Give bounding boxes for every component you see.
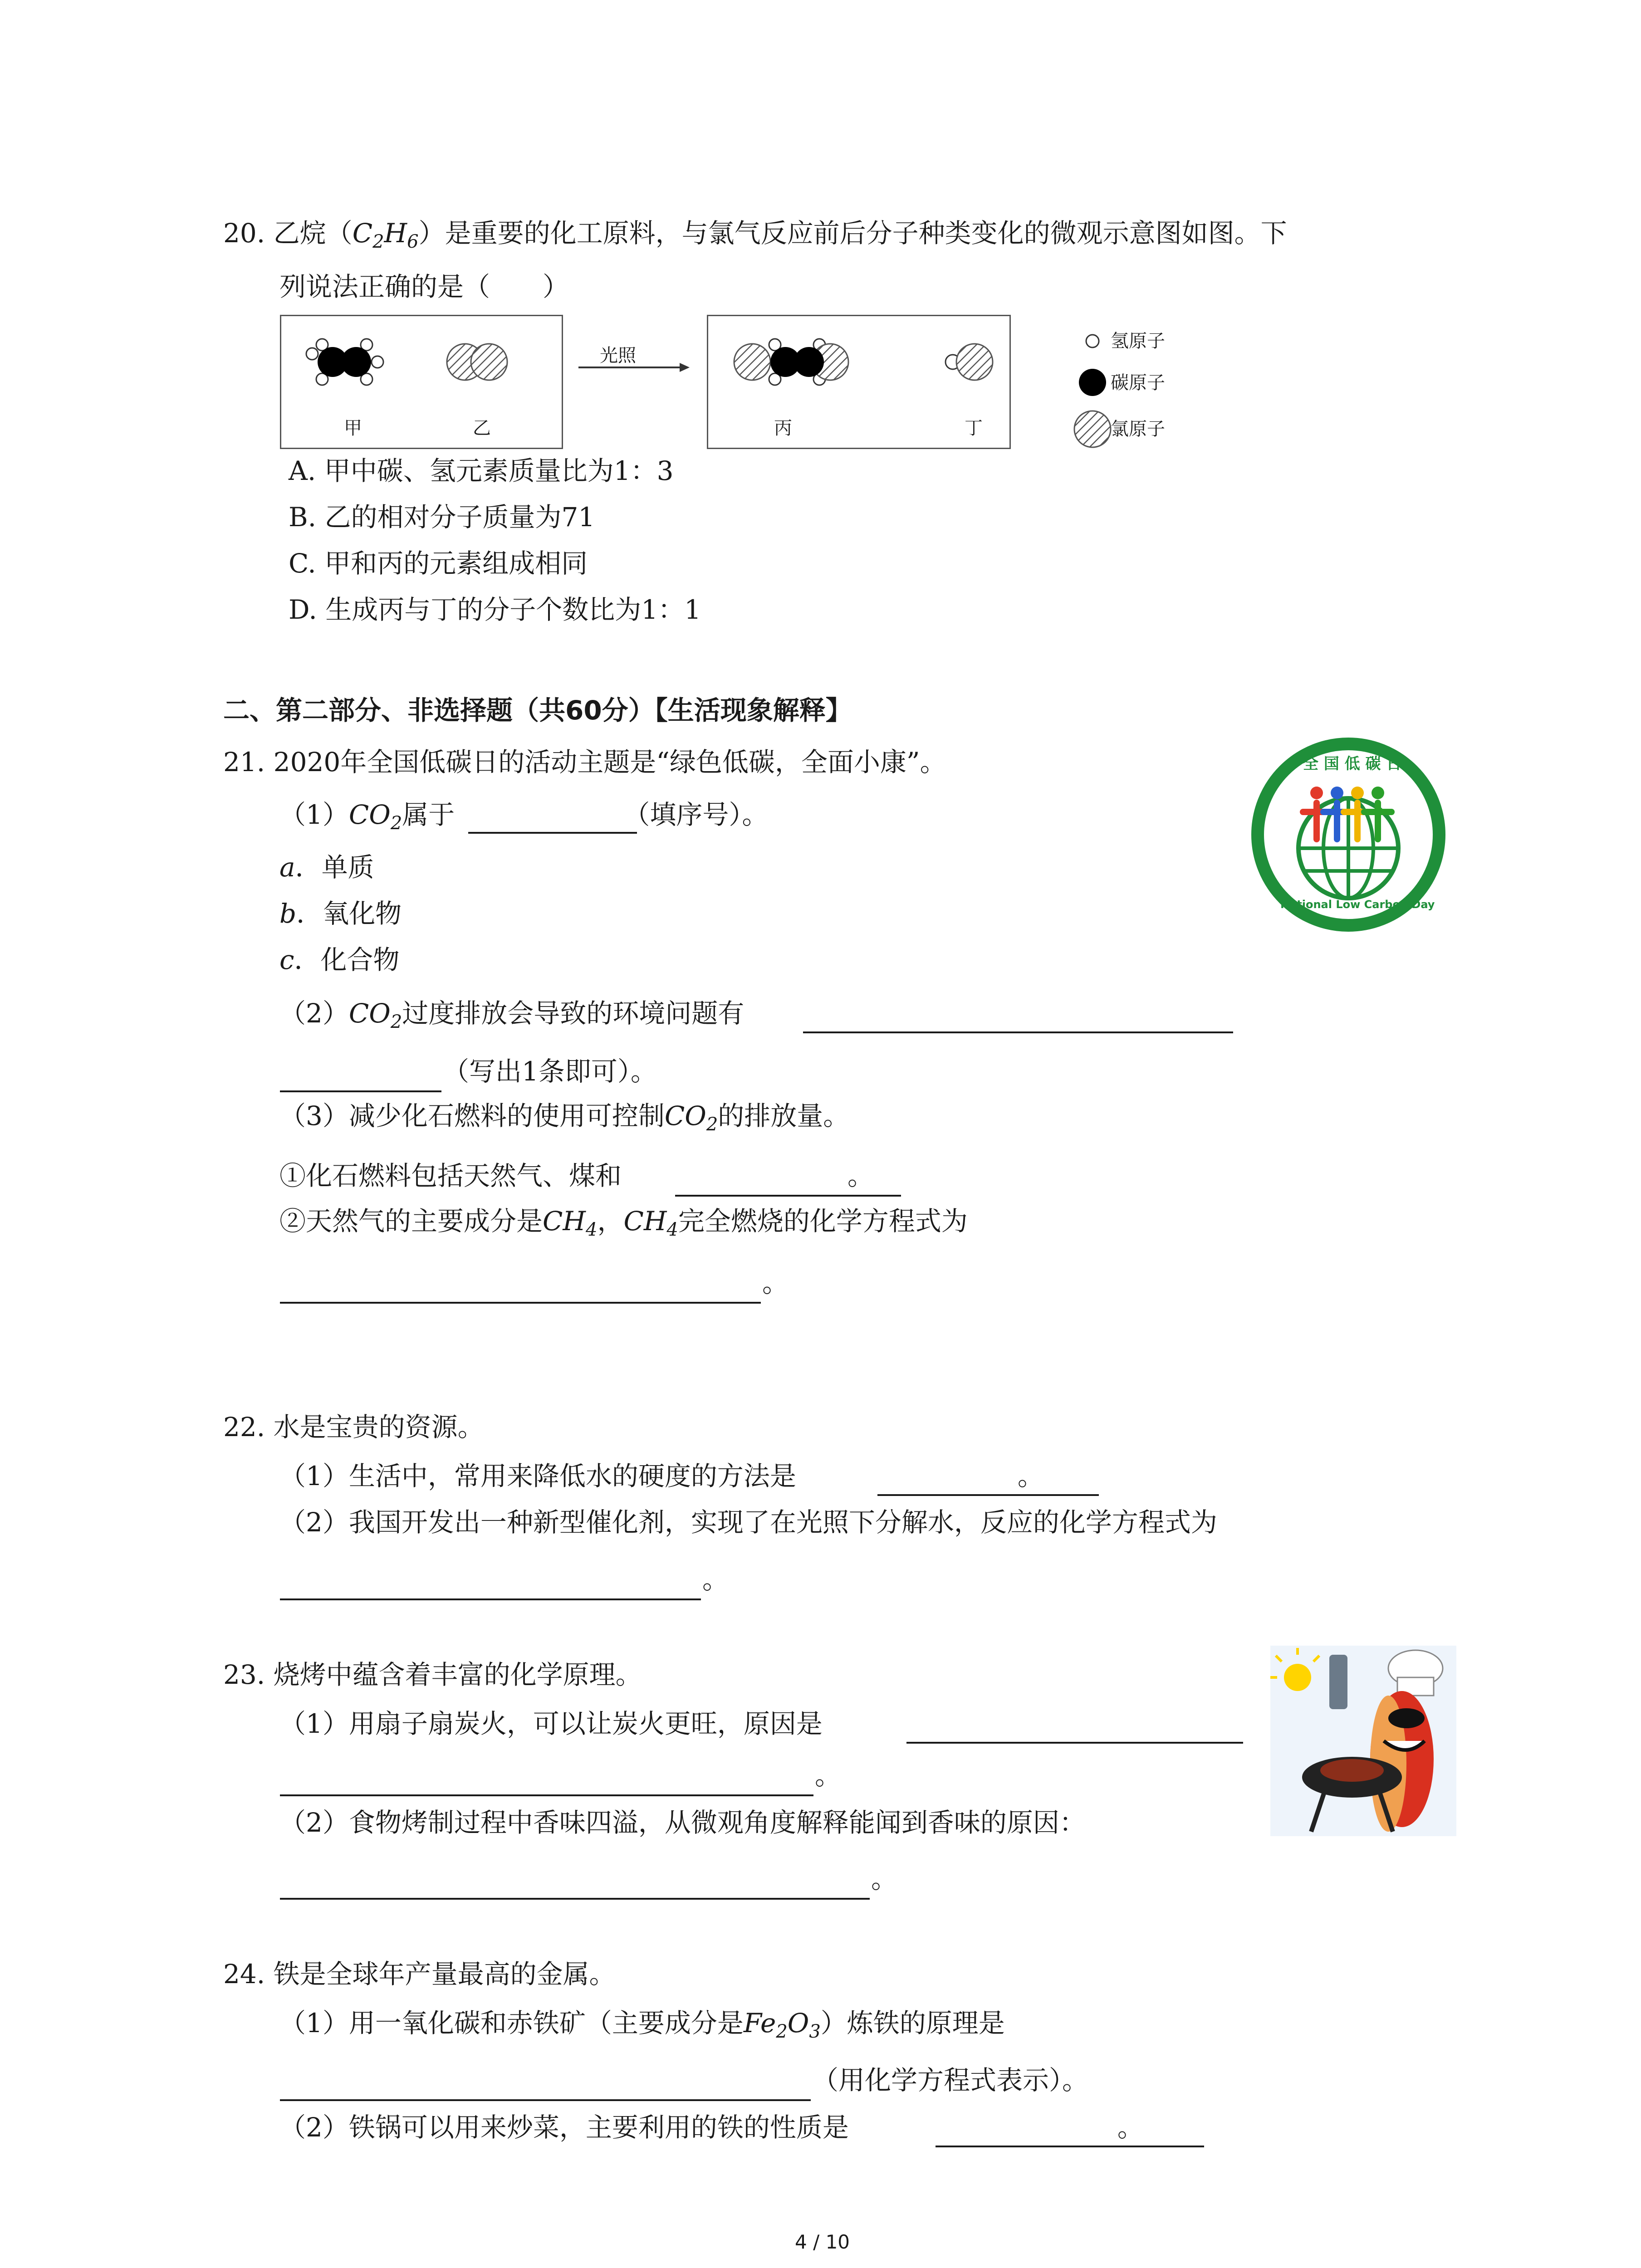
label-yi: 乙 xyxy=(473,418,491,439)
q24-part1: （1）用一氧化碳和赤铁矿（主要成分是$Fe_2O_3$）炼铁的原理是 xyxy=(279,2008,1005,2042)
q22-part2: （2）我国开发出一种新型催化剂，实现了在光照下分解水，反应的化学方程式为 xyxy=(279,1507,1217,1538)
q21-blank-2b[interactable] xyxy=(280,1090,441,1092)
q21-part3: （3）减少化石燃料的使用可控制$CO_2$的排放量。 xyxy=(279,1100,850,1135)
chlorine-molecule xyxy=(447,344,507,380)
q21-part3b: ②天然气的主要成分是$CH_4$，$CH_4$完全燃烧的化学方程式为 xyxy=(279,1206,968,1240)
q20-stem-line2: 列说法正确的是（ ） xyxy=(279,271,569,302)
q23-part2-end: 。 xyxy=(871,1863,898,1894)
q23-part2: （2）食物烤制过程中香味四溢，从微观角度解释能闻到香味的原因： xyxy=(279,1807,1086,1838)
low-carbon-day-logo xyxy=(1249,735,1448,934)
q21-option-b: b．氧化物 xyxy=(279,898,402,929)
q21-part2-line2: （写出1条即可）。 xyxy=(443,1056,657,1087)
arrow-label: 光照 xyxy=(600,345,636,366)
label-jia: 甲 xyxy=(344,418,362,439)
q24-blank-2[interactable] xyxy=(936,2146,1204,2147)
q22-stem: 22. 水是宝贵的资源。 xyxy=(223,1412,484,1442)
q21-stem: 21. 2020年全国低碳日的活动主题是“绿色低碳，全面小康”。 xyxy=(223,747,946,777)
legend-carbon: 碳原子 xyxy=(1111,372,1165,393)
label-ding: 丁 xyxy=(965,418,983,439)
legend-carbon-icon xyxy=(1079,369,1106,396)
q22-blank-2[interactable] xyxy=(280,1598,701,1600)
q23-blank-1b[interactable] xyxy=(280,1794,813,1796)
q24-blank-1[interactable] xyxy=(280,2099,811,2101)
q21-blank-3b[interactable] xyxy=(280,1302,761,1304)
section-title: 二、第二部分、非选择题（共60分）【生活现象解释】 xyxy=(223,695,852,726)
q23-part1: （1）用扇子扇炭火，可以让炭火更旺，原因是 xyxy=(279,1708,823,1739)
bbq-hotdog-illustration xyxy=(1270,1646,1456,1836)
q22-blank-1[interactable] xyxy=(877,1494,1099,1496)
q24-part2: （2）铁锅可以用来炒菜，主要利用的铁的性质是 。 xyxy=(279,2112,1144,2143)
q23-stem: 23. 烧烤中蕴含着丰富的化学原理。 xyxy=(223,1659,642,1690)
ethane-molecule xyxy=(306,339,383,385)
q23-blank-1a[interactable] xyxy=(906,1742,1243,1744)
page-number: 4 / 10 xyxy=(795,2231,850,2253)
logo-side-text: National Low Carbon Day xyxy=(1280,898,1435,911)
q22-part1: （1）生活中，常用来降低水的硬度的方法是 。 xyxy=(279,1461,1044,1491)
product-molecule-c xyxy=(734,339,848,385)
label-bing: 丙 xyxy=(774,418,792,439)
q20-option-a: A. 甲中碳、氢元素质量比为1：3 xyxy=(289,455,674,486)
q20-stem: 20. 乙烷$(C_2H_6)$是重要的化工原料，与氯气反应前后分子种类变化的微观示意图如图。下 xyxy=(223,218,1287,252)
q20-option-c: C. 甲和丙的元素组成相同 xyxy=(289,548,588,579)
legend-hydrogen-icon xyxy=(1086,335,1099,347)
q21-part2: $(2)CO_2$过度排放会导致的环境问题有 xyxy=(279,998,745,1032)
q24-stem: 24. 铁是全球年产量最高的金属。 xyxy=(223,1959,616,1989)
q21-option-a: a．单质 xyxy=(279,852,374,883)
q20-option-b: B. 乙的相对分子质量为71 xyxy=(289,502,595,533)
q22-part2-end: 。 xyxy=(702,1564,729,1595)
legend-hydrogen: 氢原子 xyxy=(1111,331,1165,352)
q21-blank-1[interactable] xyxy=(468,832,637,834)
q24-part1-line2: （用化学方程式表示）。 xyxy=(812,2065,1089,2096)
logo-top-text: 全 国 低 碳 日 xyxy=(1303,755,1402,773)
q21-blank-3a[interactable] xyxy=(675,1195,901,1197)
q21-option-c: c．化合物 xyxy=(279,944,400,975)
q21-part3b-end: 。 xyxy=(762,1267,789,1298)
q23-part1-end: 。 xyxy=(815,1760,842,1791)
q23-blank-2[interactable] xyxy=(280,1898,870,1900)
molecule-drawings xyxy=(0,0,1641,499)
legend-chlorine-icon xyxy=(1074,411,1111,447)
q20-option-d: D. 生成丙与丁的分子个数比为1：1 xyxy=(289,594,701,625)
q21-part1: $(1)CO_2$属于 （填序号）。 xyxy=(279,799,769,834)
q21-blank-2a[interactable] xyxy=(803,1031,1233,1033)
hcl-molecule xyxy=(945,344,993,380)
legend-chlorine: 氯原子 xyxy=(1111,419,1165,440)
q21-part3a: ①化石燃料包括天然气、煤和 。 xyxy=(279,1160,874,1191)
